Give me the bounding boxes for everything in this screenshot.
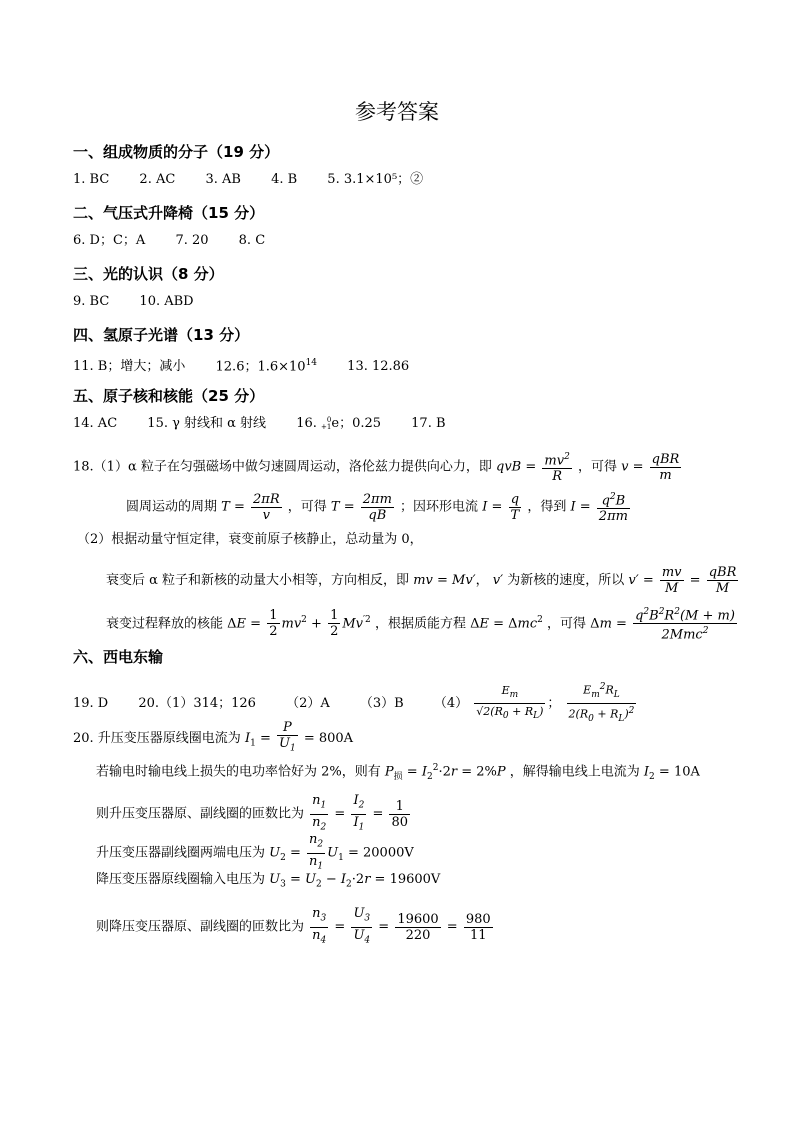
q20-line-2: 若输电时输电线上损失的电功率恰好为 2%，则有 $P_损 = I_2^2\cdot 2r = 2\%P$ ，解得输电线上电流为 $I_2 = 10A$: [96, 763, 700, 782]
q20-line-4: 升压变压器副线圈两端电压为 $U_2$ = $\frac{n_2}{n_1}$ $U_1 = 20000V$: [96, 832, 414, 872]
answer-q7: 7. 20: [175, 233, 209, 248]
answer-row-3: [73, 292, 194, 312]
answer-q11: 11. B；增大；减小: [73, 359, 186, 375]
section-heading-1: 一、组成物质的分子（19 分）: [73, 143, 280, 161]
answer-q19: 19. D: [73, 695, 109, 711]
q20-line-5: 降压变压器原线圈输入电压为 $U_3 = U_2 - I_2\cdot 2r = 19600V$: [96, 872, 441, 890]
answer-q2: 2. AC: [139, 172, 176, 187]
answer-row-5: [73, 414, 446, 434]
answer-q17: 17. B: [411, 416, 446, 431]
answer-q15: 15. γ 射线和 α 射线: [147, 416, 267, 431]
q20-line-1: 20. 升压变压器原线圈电流为 $I_1$ = $\frac{P}{U_1}$ = 800A: [73, 720, 354, 754]
section-heading-4: 四、氢原子光谱（13 分）: [73, 326, 250, 344]
answer-q20-1: 20.（1）314；126: [138, 695, 256, 711]
answer-q1: 1. BC: [73, 172, 110, 187]
answer-q20-4: （4） $\frac{E_m}{√2(R_0 + R_L)}$ ； $\frac{E_m^2R_L}{2(R_0 + R_L)^2}$: [433, 682, 635, 724]
answer-q20-3: （3）B: [359, 695, 404, 711]
section-heading-2: 二、气压式升降椅（15 分）: [73, 204, 265, 222]
section-heading-3: 三、光的认识（8 分）: [73, 265, 224, 283]
answer-q3: 3. AB: [205, 172, 241, 187]
answer-q14: 14. AC: [73, 416, 118, 431]
answer-q10: 10. ABD: [139, 294, 194, 309]
answer-q12: 12.6；$1.6\times 10^{14}$: [215, 358, 318, 375]
answer-q6: 6. D；C；A: [73, 233, 146, 248]
answer-q16: 16. 0 +1e；0.25: [296, 415, 382, 431]
answer-q13: 13. 12.86: [347, 359, 410, 375]
q18-line-4: 衰变后 α 粒子和新核的动量大小相等，方向相反，即 mv = Mv′， v′ 为新核的速度，所以 v′ = $\frac{mv}{M}$ = $\frac{\text{qBR}}{M}$: [106, 565, 737, 596]
answer-q8: 8. C: [238, 233, 266, 248]
section-heading-6: 六、西电东输: [73, 648, 164, 666]
page-title: 参考答案: [355, 100, 439, 124]
answer-q4: 4. B: [271, 172, 298, 187]
q18-line-2: 圆周运动的周期 T = $\frac{2\pi R}{v}$ ，可得 T = $\frac{2\pi m}{qB}$ ；因环形电流 I = $\frac{q}{T}$ ，得到 I = $\frac{q^2B}{2\pi m}$: [126, 491, 628, 525]
q18-line-5: 衰变过程释放的核能 ΔE = $\frac{1}{2}$ $mv^2$ + $\frac{1}{2}$ $Mv^{'2}$ ，根据质能方程 ΔE = Δmc$^2$ ，可得 Δm = $\frac{q^2B^2R^2(M + m)}{2Mmc^2}$: [106, 607, 735, 643]
answer-row-2: [73, 231, 265, 251]
answer-q9: 9. BC: [73, 294, 110, 309]
q20-line-6: 则降压变压器原、副线圈的匝数比为 $\frac{n_3}{n_4}$ = $\frac{U_3}{U_4}$ = $\frac{19600}{220}$ = $\frac{980}{11}$: [96, 906, 491, 946]
q20-line-3: 则升压变压器原、副线圈的匝数比为 $\frac{n_1}{n_2}$ = $\frac{I_2}{I_1}$ = $\frac{1}{80}$: [96, 793, 409, 833]
answer-row-4: [73, 353, 409, 377]
q18-line-3: （2）根据动量守恒定律，衰变前原子核静止，总动量为 0，: [77, 532, 423, 547]
answer-q20-2: （2）A: [286, 695, 330, 711]
answer-row-1: [73, 170, 423, 190]
q18-line-1: 18.（1）α 粒子在匀强磁场中做匀速圆周运动，洛伦兹力提供向心力，即 qvB = $\frac{mv^2}{R}$ ，可得 v = $\frac{\text{qBR}}{m}$: [73, 451, 680, 485]
section-heading-5: 五、原子核和核能（25 分）: [73, 387, 265, 405]
answer-q5: 5. 3.1×10⁵；②: [327, 172, 424, 187]
